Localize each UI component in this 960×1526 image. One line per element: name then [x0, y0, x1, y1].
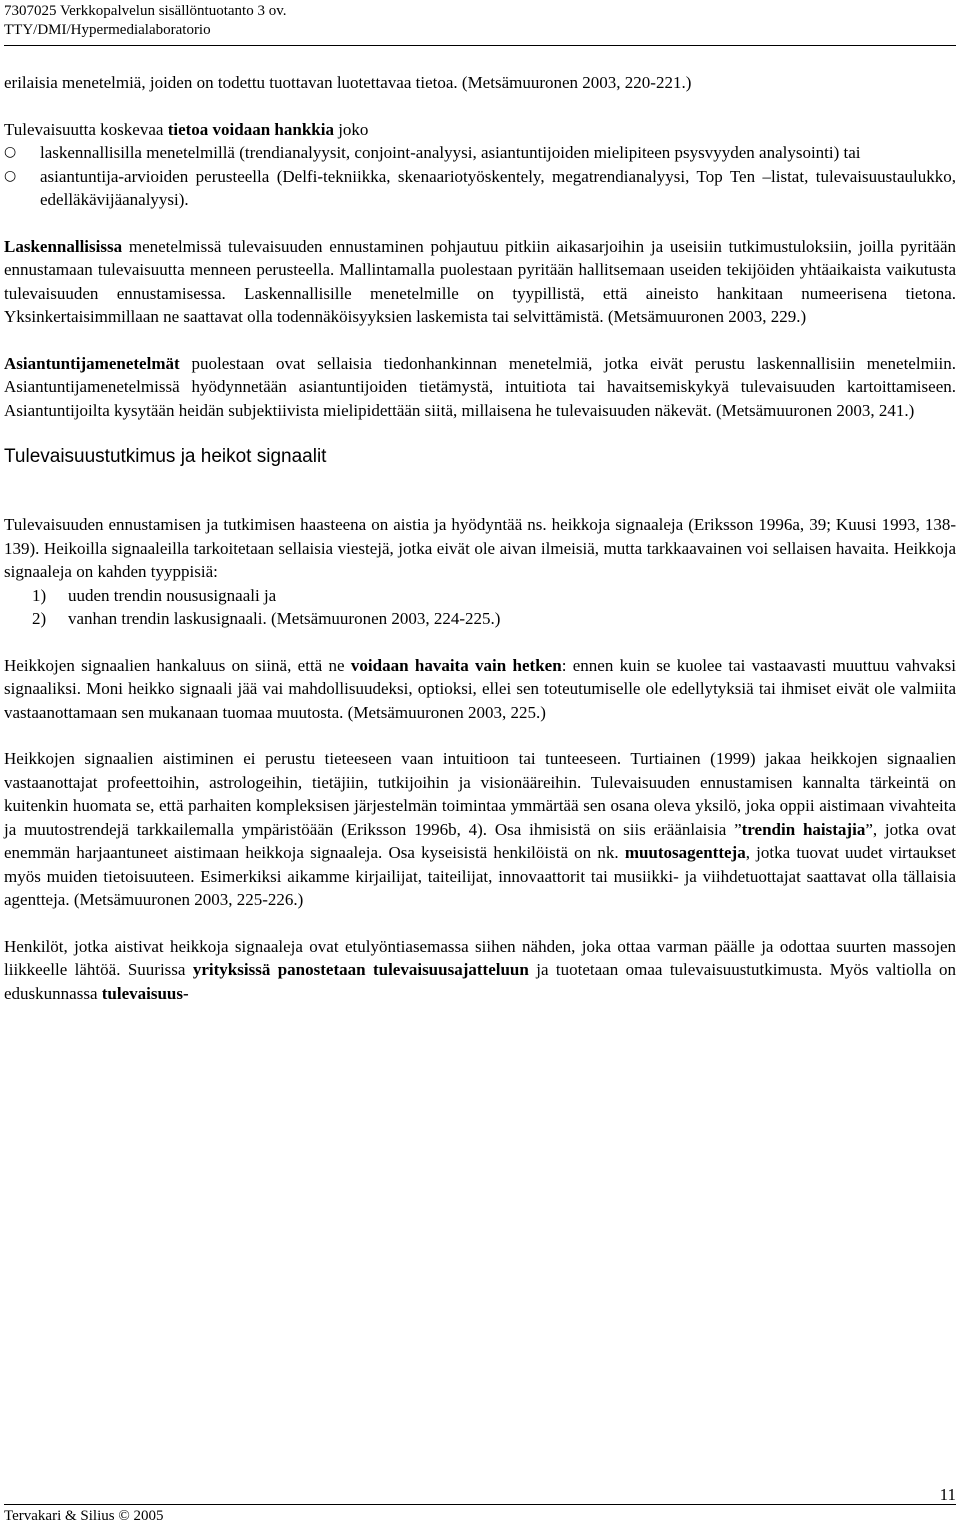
- paragraph-5-text: Tulevaisuuden ennustamisen ja tutkimisen haasteena on aistia ja hyödyntää ns. heikkoja signaaleja (Eriksson 1996a, 39; Kuusi 1993, 138-139). Heikoilla signaaleilla tarkoitetaan sellaisia viestejä, jotka eivät ole aivan ilmeisiä, mutta tarkkaavainen voi sellaisen havaita. Heikkoja signaaleja on kahden tyyppisiä:: [4, 515, 956, 582]
- header-department: TTY/DMI/Hypermedialaboratorio: [4, 22, 211, 38]
- section-heading: Tulevaisuustutkimus ja heikot signaalit: [4, 446, 327, 468]
- list-item: [4, 584, 956, 607]
- page-number: 11: [939, 1485, 956, 1504]
- numbered-list: [4, 584, 956, 631]
- paragraph-4: Asiantuntijamenetelmät puolestaan ovat sellaisia tiedonhankinnan menetelmiä, jotka eivät perustu laskennallisiin menetelmiin. Asiantuntijamenetelmissä hyödynnetään asiantuntijoiden tietämystä, intuitiota tai havaitsemiskykyä tulevaisuuden kartoittamiseen. Asiantuntijoilta kysytään heidän subjektiivista mielipidettään siitä, millaisena he tulevaisuuden näkevät. (Metsämuuronen 2003, 241.): [4, 353, 956, 420]
- paragraph-1: erilaisia menetelmiä, joiden on todettu tuottavan luotettavaa tietoa. (Metsämuuronen 2003, 220-221.): [4, 73, 692, 92]
- list-item-text: laskennallisilla menetelmillä (trendianalyysit, conjoint-analyysi, asiantuntijoiden mielipiteen psysvyyden analysointi) tai: [40, 143, 861, 163]
- list-item: [4, 141, 956, 164]
- circle-bullet-icon: ○: [4, 167, 17, 184]
- list-item: [4, 165, 956, 212]
- paragraph-2-intro: Tulevaisuutta koskevaa tietoa voidaan hankkia joko: [4, 119, 369, 139]
- list-number: 2): [32, 609, 47, 629]
- paragraph-2: [4, 118, 956, 212]
- document-body: [4, 71, 956, 1005]
- list-item-text: asiantuntija-arvioiden perusteella (Delfi-tekniikka, skenaariotyöskentely, megatrendianalyysi, Top Ten –listat, tulevaisuustaulukko, edelläkävijäanalyysi).: [40, 166, 956, 210]
- paragraph-6: Heikkojen signaalien hankaluus on siinä, että ne voidaan havaita vain hetken: ennen kuin se kuolee tai vastaavasti muuttuu vahvaksi signaaliksi. Moni heikko signaali jää vai mahdollisuudeksi, optioksi, ellei sen toteutumiselle ole edellytyksiä tai ihmiset eivät ole valmiita vastaanottamaan sen mukanaan tuomaa muutosta. (Metsämuuronen 2003, 225.): [4, 655, 957, 722]
- footer-copyright: Tervakari & Silius © 2005: [4, 1508, 164, 1524]
- header-course: 7307025 Verkkopalvelun sisällöntuotanto 3 ov.: [4, 3, 287, 19]
- footer-rule: [4, 1504, 956, 1505]
- list-item-text: vanhan trendin laskusignaali. (Metsämuuronen 2003, 224-225.): [68, 609, 501, 629]
- paragraph-7: Heikkojen signaalien aistiminen ei perustu tieteeseen vaan intuitioon tai tunteeseen. Turtiainen (1999) jakaa heikkojen signaalien vastaanottajat profeettoihin, astrologeihin, tietäjiin, tutkijoihin ja visionääreihin. Tulevaisuuden ennustamisen kannalta tärkeintä on kuitenkin huomata se, että parhaiten kompleksisen järjestelmän toimintaa ymmärtää sen osana oleva yksilö, joka oppii aistimaan vivahteita ja muutostrendejä tarkkailemalla ympäristöään (Eriksson 1996b, 4). Osa ihmisistä on siis eräänlaisia ”trendin haistajia”, jotka ovat enemmän harjaantuneet aistimaan heikkoja signaaleja. Osa kyseisistä henkilöistä on nk. muutosagentteja, jotka tuovat uudet virtaukset myös muiden tietoisuuteen. Esimerkiksi aikamme kirjailijat, taiteilijat, innovaattorit tai musiikki- ja viihdetuottajat saattavat olla tällaisia agentteja. (Metsämuuronen 2003, 225-226.): [4, 749, 957, 909]
- page-header: [4, 2, 286, 40]
- paragraph-8: Henkilöt, jotka aistivat heikkoja signaaleja ovat etulyöntiasemassa siihen nähden, joka ottaa varman päälle ja odottaa suurten massojen liikkeelle lähtöä. Suurissa yrityksissä panostetaan tulevaisuusajatteluun ja tuotetaan omaa tulevaisuustutkimusta. Myös valtiolla on eduskunnassa tulevaisuus-: [4, 936, 956, 1003]
- list-item-text: uuden trendin noususignaali ja: [68, 585, 277, 605]
- paragraph-5: [4, 513, 956, 630]
- paragraph-3: Laskennallisissa menetelmissä tulevaisuuden ennustaminen pohjautuu pitkiin aikasarjoihin ja useisiin tutkimustuloksiin, joilla pyritään ennustamaan tulevaisuutta menneen perusteella. Mallintamalla puolestaan pyritään hallitsemaan useiden tekijöiden yhtäaikaista vaikutusta tulevaisuuden ennustamisessa. Laskennallisille menetelmille on tyypillistä, että aineisto hankitaan numeerisena tietona. Yksinkertaisimmillaan ne saattavat olla todennäköisyyksien laskemista tai selvittämistä. (Metsämuuronen 2003, 229.): [4, 236, 956, 327]
- list-number: 1): [32, 585, 47, 605]
- circle-bullet-icon: ○: [4, 144, 17, 161]
- header-rule: [4, 45, 956, 46]
- list-item: [4, 607, 956, 630]
